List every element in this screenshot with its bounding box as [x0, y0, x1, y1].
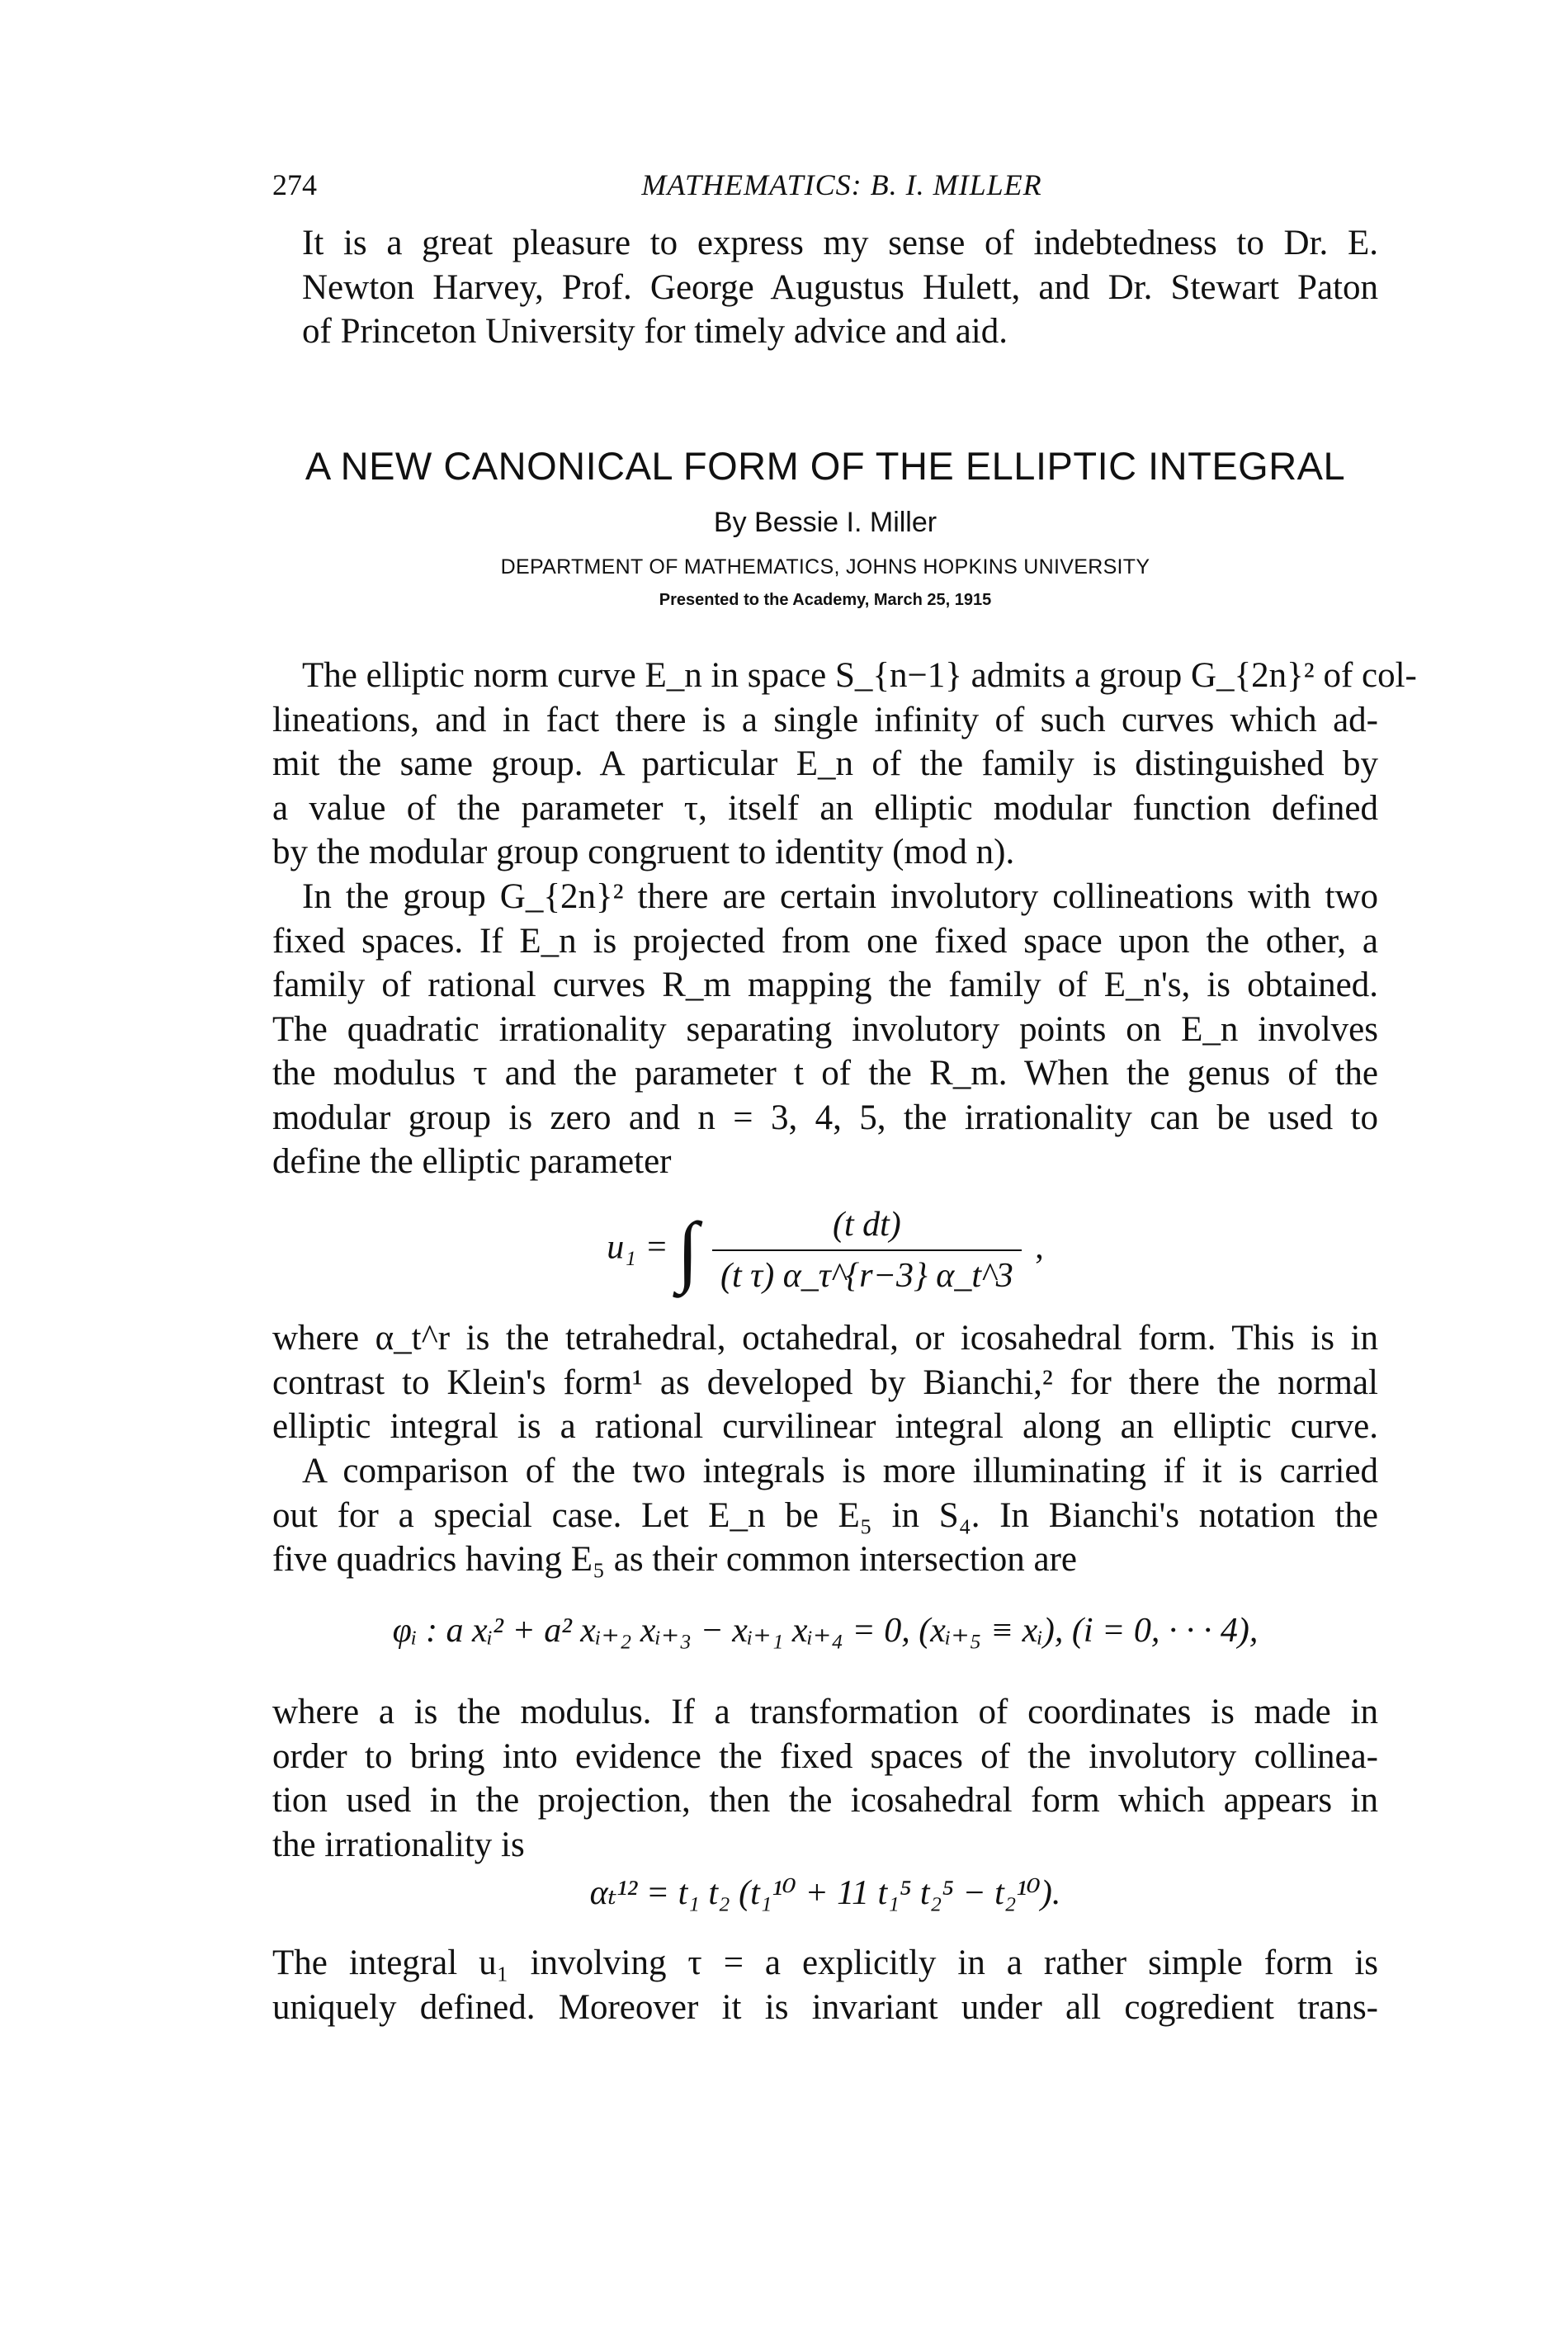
text-line: five quadrics having E₅ as their common intersection are [272, 1540, 1077, 1579]
text-line: modular group is zero and n = 3, 4, 5, the irrationality can be used to [272, 1098, 1378, 1137]
text-line: a value of the parameter τ, itself an elliptic modular function defined [272, 788, 1378, 828]
body-paragraph-4 [272, 1449, 1378, 1582]
body-paragraph-3 [272, 1316, 1378, 1449]
body-paragraph-2 [272, 875, 1378, 1184]
text-line: The quadratic irrationality separating involutory points on E_n involves [272, 1009, 1378, 1049]
text-line: order to bring into evidence the fixed spaces of the involutory collinea- [272, 1736, 1378, 1776]
text-line: A comparison of the two integrals is more illuminating if it is carried [302, 1452, 1378, 1490]
body-paragraph-5 [272, 1690, 1378, 1867]
text-line: out for a special case. Let E_n be E₅ in S₄. In Bianchi's notation the [272, 1495, 1378, 1535]
text-line: the modulus τ and the parameter t of the R_m. When the genus of the [272, 1054, 1378, 1093]
page-header [272, 168, 1378, 209]
page-number: 274 [272, 168, 317, 201]
body-paragraph-1 [272, 654, 1417, 875]
text-line: define the elliptic parameter [272, 1142, 672, 1181]
equation-lhs: u₁ = [607, 1228, 668, 1267]
text-line: It is a great pleasure to express my sense of indebtedness to Dr. E. [302, 224, 1378, 262]
text-line: tion used in the projection, then the icosahedral form which appears in [272, 1781, 1378, 1820]
text-line: lineations, and in fact there is a single infinity of such curves which ad- [272, 700, 1378, 739]
text-line: The integral u₁ involving τ = a explicitly in a rather simple form is [272, 1943, 1378, 1982]
article-presented-date: Presented to the Academy, March 25, 1915 [659, 591, 992, 609]
equation-fraction [712, 1205, 1022, 1296]
text-line: Newton Harvey, Prof. George Augustus Hulett, and Dr. Stewart Paton [302, 267, 1378, 307]
text-line: In the group G_{2n}² there are certain involutory collineations with two [302, 877, 1378, 916]
text-line: fixed spaces. If E_n is projected from one fixed space upon the other, a [272, 921, 1378, 961]
text-line: contrast to Klein's form¹ as developed by Bianchi,² for there the normal [272, 1363, 1378, 1402]
acknowledgement-paragraph [272, 221, 1378, 354]
article-byline: By Bessie I. Miller [713, 507, 937, 538]
equation-quadrics: φᵢ : a xᵢ² + a² xᵢ₊₂ xᵢ₊₃ − xᵢ₊₁ xᵢ₊₄ = 0, (xᵢ₊₅ ≡ xᵢ), (i = 0, · · · 4), [392, 1612, 1259, 1650]
text-line: The elliptic norm curve E_n in space S_{n−1} admits a group G_{2n}² of col- [302, 656, 1417, 695]
text-line: where a is the modulus. If a transformation of coordinates is made in [272, 1693, 1378, 1731]
running-head: MATHEMATICS: B. I. MILLER [641, 168, 1042, 201]
fraction-denominator: (t τ) α_τ^{r−3} α_t^3 [712, 1249, 1022, 1296]
fraction-numerator: (t dt) [832, 1206, 901, 1244]
article-department: DEPARTMENT OF MATHEMATICS, JOHNS HOPKINS UNIVERSITY [500, 555, 1150, 579]
text-line: mit the same group. A particular E_n of the family is distinguished by [272, 744, 1378, 783]
text-line: of Princeton University for timely advice and aid. [302, 312, 1008, 351]
equation-trail: , [1035, 1228, 1044, 1267]
integral-sign: ∫ [677, 1206, 699, 1294]
equation-icosahedral-form: αₜ¹² = t₁ t₂ (t₁¹⁰ + 11 t₁⁵ t₂⁵ − t₂¹⁰). [589, 1874, 1061, 1912]
equation-integral [272, 1205, 1378, 1296]
body-paragraph-6 [272, 1941, 1378, 2029]
article-title: A NEW CANONICAL FORM OF THE ELLIPTIC INTEGRAL [305, 444, 1346, 488]
text-line: elliptic integral is a rational curvilinear integral along an elliptic curve. [272, 1407, 1378, 1446]
text-line: uniquely defined. Moreover it is invariant under all cogredient trans- [272, 1987, 1378, 2027]
text-line: where α_t^r is the tetrahedral, octahedral, or icosahedral form. This is in [272, 1319, 1378, 1358]
text-line: the irrationality is [272, 1825, 525, 1864]
text-line: family of rational curves R_m mapping the family of E_n's, is obtained. [272, 966, 1378, 1004]
text-line: by the modular group congruent to identity (mod n). [272, 833, 1015, 871]
